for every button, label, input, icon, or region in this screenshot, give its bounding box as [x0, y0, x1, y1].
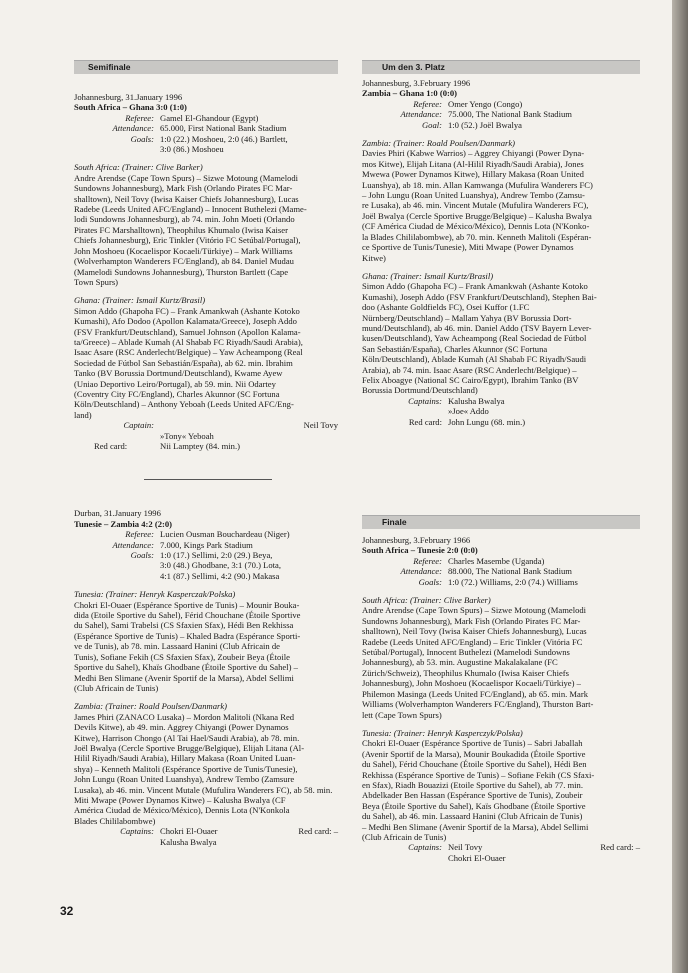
place-date: Johannesburg, 3.February 1996	[362, 78, 471, 88]
lineup-line: Simon Addo (Ghapoha FC) – Frank Amankwah (Ashante Kotoko	[362, 281, 588, 292]
lineup-line: Rekhissa (Espérance Sportive de Tunis) – Sofiane Fekih (CS Sfaxi-	[362, 769, 595, 780]
lineup-line: – John Lungu (Roan United Luanshya), Andrew Tembo (Zamsu-	[362, 190, 585, 201]
section-header-semifinale: Semifinale	[74, 60, 338, 74]
lineup-line: Isaac Asare (RSC Anderlecht/Belgique) – Yaw Acheampong (Real	[74, 347, 303, 358]
lineup-line: Borussia Dortmund/Deutschland)	[362, 385, 478, 396]
match-semifinal-2	[74, 508, 338, 847]
lineup-line: ve de Tunis), ab 78. min. Lassaard Hanini (Club Africain de	[74, 641, 280, 652]
lineup-line: América Ciudad de México/México), Dennis Lota (N'Konkola	[74, 805, 290, 816]
lineup-line: Sundowns Johannesburg), Mark Fish (Orlando Pirates FC Mar-	[362, 615, 581, 626]
lineup-line: Town Spurs)	[74, 276, 119, 287]
lineup-ghana	[74, 306, 338, 420]
referee-label: Referee:	[125, 529, 154, 540]
lineup-line: (Club Africain de Tunis)	[74, 682, 159, 693]
captains-label: Captains:	[408, 842, 442, 853]
attendance-label: Attendance:	[400, 566, 442, 577]
lineup-line: Simon Addo (Ghapoha FC) – Frank Amankwah (Ashante Kotoko	[74, 305, 300, 316]
match-final	[362, 535, 640, 863]
match-result: South Africa – Ghana 3:0 (1:0)	[74, 102, 187, 113]
page-number: 32	[60, 904, 74, 918]
lineup-line: kusen/Deutschland), Yaw Acheampong (Real Sociedad de Fútbol	[362, 333, 587, 344]
lineup-line: en Sfax), Riadh Bouazizi (Etoile Sportive du Sahel), ab 77. min.	[362, 779, 584, 790]
lineup-line: doo (Ashante Goldfields FC), Osei Kuffor (1.FC	[362, 302, 530, 313]
lineup-line: mund/Deutschland), ab 46. min. Daniel Addo (TSV Bayern Lever-	[362, 322, 592, 333]
lineup-line: lodi Sundowns Johannesburg), ab 74. min. John Moeti (Orlando	[74, 214, 295, 225]
lineup-tunesia	[362, 738, 640, 842]
lineup-line: du Sahel), ab 46. min. Lassaard Hanini (Club Africain de Tunis)	[362, 811, 583, 822]
lineup-line: ce Sportive de Tunis/Tunesie), Miti Mwape (Power Dynamos	[362, 242, 574, 253]
lineup-line: Joël Bwalya (Cercle Sportive Brugge/Belgique), Elijah Litana (Al-	[74, 742, 305, 753]
lineup-line: (Coventry City FC/England), Charles Akunnor (SC Fortuna	[74, 388, 280, 399]
lineup-line: Medhi Ben Slimane (Avenir Sportif de la Marsa), Abdel Sellimi	[74, 672, 294, 683]
lineup-line: Setúbal/Portugal), Innocent Buthelezi (Mamelodi Sundowns	[362, 647, 570, 658]
match-result: South Africa – Tunesie 2:0 (0:0)	[362, 545, 478, 556]
lineup-line: Sportive du Sahel), Khaïs Ghodbane (Étoile Sportive du Sahel) –	[74, 662, 298, 673]
lineup-line: Chokri El-Ouaer (Espérance Sportive de Tunis) – Sabri Jaballah	[362, 738, 583, 749]
lineup-line: du Sahel), Férid Chouchane (Étoile Sportive du Sahel), Hédi Ben	[362, 759, 587, 770]
lineup-line: Radebe (Leeds United AFC/England) – Eric Tinkler (Vitória FC	[362, 636, 583, 647]
goals-value: 1:0 (72.) Williams, 2:0 (74.) Williams	[448, 576, 578, 587]
lineup-line: (Avenir Sportif de la Marsa), Mounir Boukadida (Étoile Sportive	[362, 748, 586, 759]
lineup-line: Köln/Deutschland) – Anthony Yeboah (Leeds United AFC/Eng-	[74, 399, 294, 410]
referee-value: Lucien Ousman Bouchardeau (Niger)	[160, 529, 290, 540]
lineup-line: mos Kitwe), Elijah Litana (Al-Hilil Riyadh/Saudi Arabia), Jones	[362, 158, 584, 169]
team-heading-zambia: Zambia: (Trainer: Roald Poulsen/Danmark)	[74, 701, 228, 712]
lineup-line: Nürnberg/Deutschland) – Mallam Yahya (BV Borussia Dort-	[362, 312, 572, 323]
lineup-line: (Wolverhampton Wanderers FC/England), ab 84. Daniel Mudau	[74, 256, 294, 267]
attendance-label: Attendance:	[112, 539, 154, 550]
attendance-value: 75.000, The National Bank Stadium	[448, 109, 572, 120]
lineup-line: (FSV Frankfurt/Deutschland), Samuel Johnson (Apollon Kalama-	[74, 326, 301, 337]
lineup-south-africa	[362, 605, 640, 719]
lineup-line: Andre Arendse (Cape Town Spurs) – Sizwe Motoung (Mamelodi	[362, 605, 587, 616]
lineup-line: Chiefs Johannesburg), Eric Tinkler (Vitório FC Setúbal/Portugal),	[74, 235, 301, 246]
lineup-line: shya) – Kenneth Malitoli (Espérance Sportive de Tunis/Tunesie),	[74, 763, 298, 774]
lineup-line: land)	[74, 409, 92, 420]
attendance-value: 65.000, First National Bank Stadium	[160, 123, 287, 134]
captain-a: Neil Tovy	[303, 420, 338, 431]
lineup-zambia	[74, 712, 338, 826]
attendance-label: Attendance:	[400, 109, 442, 120]
captains-label: Captains:	[120, 826, 154, 837]
lineup-line: Devils Kitwe), ab 49. min. Aggrey Chiyangi (Power Dynamos	[74, 722, 289, 733]
lineup-zambia	[362, 148, 640, 262]
lineup-line: Andre Arendse (Cape Town Spurs) – Sizwe Motoung (Mamelodi	[74, 172, 299, 183]
referee-value: Omer Yengo (Congo)	[448, 98, 523, 109]
goals-value: 1:0 (22.) Moshoeu, 2:0 (46.) Bartlett,	[160, 133, 288, 144]
lineup-line: Williams (Wolverhampton Wanderers FC/England), Thurston Bart-	[362, 699, 594, 710]
lineup-line: Kumashi), Afo Dodoo (Apollon Kalamata/Greece), Joseph Addo	[74, 316, 297, 327]
lineup-line: Abdelkader Ben Hassan (Espérance Sportive de Tunis), Zoubeir	[362, 790, 583, 801]
lineup-line: – Medhi Ben Slimane (Avenir Sportif de la Marsa), Abdel Sellimi	[362, 821, 589, 832]
referee-value: Gamel El-Ghandour (Egypt)	[160, 112, 259, 123]
captain-b: »Joe« Addo	[448, 406, 489, 417]
team-heading-tunesia: Tunesia: (Trainer: Henryk Kasperczak/Polska)	[74, 589, 236, 600]
lineup-line: Tanko (BV Borussia Dortmund/Deutschland), Kwame Ayew	[74, 368, 283, 379]
lineup-line: la Blades Chililabombwe), ab 70. min. Kenneth Malitoli (Espéran-	[362, 231, 592, 242]
goals-value-cont: 4:1 (87.) Sellimi, 4:2 (90.) Makasa	[160, 570, 280, 581]
lineup-line: Philemon Masinga (Leeds United FC/England), ab 65. min. Mark	[362, 688, 589, 699]
lineup-line: Hilil Riyadh/Saudi Arabia), Hillary Makasa (Roan United Luan-	[74, 753, 296, 764]
lineup-line: Johannesburg), ab 53. min. Augustine Makalakalane (FC	[362, 657, 558, 668]
captain-b: Kalusha Bwalya	[160, 836, 217, 847]
attendance-label: Attendance:	[112, 123, 154, 134]
lineup-tunesia	[74, 600, 338, 694]
section-header-third-place: Um den 3. Platz	[362, 60, 640, 74]
lineup-line: Kitwe)	[362, 252, 386, 263]
lineup-line: Arabia), ab 74. min. Isaac Asare (RSC Anderlecht/Belgique) –	[362, 364, 577, 375]
lineup-line: James Phiri (ZANACO Lusaka) – Mordon Malitoli (Nkana Red	[74, 711, 295, 722]
lineup-line: Sundowns Johannesburg), Mark Fish (Orlando Pirates FC Mar-	[74, 183, 293, 194]
team-heading-ghana: Ghana: (Trainer: Ismail Kurtz/Brasil)	[362, 270, 494, 281]
attendance-value: 7.000, Kings Park Stadium	[160, 539, 253, 550]
captain-a: Neil Tovy	[448, 842, 483, 853]
goals-label: Goals:	[130, 550, 154, 561]
lineup-line: Mwewa (Power Dynamos Kitwe), Hillary Makasa (Roan United	[362, 169, 584, 180]
separator-line	[144, 479, 272, 480]
captain-b: »Tony« Yeboah	[160, 430, 214, 441]
lineup-line: Joël Bwalya (Cercle Sportive Brugge/Belgique) – Kalusha Bwalya	[362, 210, 592, 221]
lineup-line: shalltown), Neil Tovy (Iwisa Kaiser Chiefs Johannesburg), Lucas	[362, 626, 587, 637]
lineup-line: (Mamelodi Sundowns Johannesburg), Thurston Bartlett (Cape	[74, 266, 289, 277]
right-column	[362, 60, 640, 427]
lineup-line: (Uniao Deportivo Leiro/Portugal), ab 59. min. Nii Odartey	[74, 378, 276, 389]
goal-label: Goal:	[421, 119, 442, 130]
lineup-line: ta/Greece) – Ablade Kumah (Al Shabab FC Riyadh/Saudi Arabia),	[74, 336, 303, 347]
lineup-line: dida (Etoile Sportive du Sahel), Férid Chouchane (Étoile Sportive	[74, 610, 301, 621]
referee-label: Referee:	[413, 98, 442, 109]
lineup-line: Zürich/Schweiz), Theophilus Khumalo (Iwisa Kaiser Chiefs	[362, 667, 569, 678]
goals-value-cont: 3:0 (48.) Ghodbane, 3:1 (70.) Lota,	[160, 560, 282, 571]
lineup-line: San Sebastián/España), Charles Akunnor (SC Fortuna	[362, 343, 548, 354]
page-edge-shadow	[672, 0, 688, 973]
lineup-line: John Lungu (Roan United Luanshya), Andrew Tembo (Zamsure	[74, 774, 295, 785]
lineup-line: Beya (Étoile Sportive du Sahel), Kaïs Ghodbane (Étoile Sportive	[362, 800, 586, 811]
lineup-line: Felix Aboagye (National SC Cairo/Egypt), Ibrahim Tanko (BV	[362, 374, 579, 385]
referee-value: Charles Masembe (Uganda)	[448, 555, 545, 566]
captain-label: Captain:	[123, 420, 154, 431]
match-semifinal-1	[74, 92, 338, 451]
lineup-line: Lusaka), ab 46. min. Vincent Mutale (Mufulira Wanderers FC), ab 58. min.	[74, 784, 333, 795]
captain-b: Chokri El-Ouaer	[448, 852, 506, 863]
red-card-label: Red card: –	[600, 842, 640, 853]
red-card-label: Red card: –	[298, 826, 338, 837]
lineup-line: shalltown), Neil Tovy (Iwisa Kaiser Chiefs Johannesburg), Lucas	[74, 193, 299, 204]
place-date: Johannesburg, 31.January 1996	[74, 92, 183, 102]
red-card-label: Red card:	[408, 416, 442, 427]
left-column	[74, 60, 338, 847]
lineup-line: (CF América Ciudad de México/México), Dennis Lota (N'Konko-	[362, 221, 590, 232]
lineup-line: John Moshoeu (Kocaelispor Kocaeli/Türkiye) – Mark Williams	[74, 245, 293, 256]
section-header-finale: Finale	[362, 515, 640, 529]
lineup-line: lett (Cape Town Spurs)	[362, 709, 442, 720]
team-heading-tunesia: Tunesia: (Trainer: Henryk Kasperczyk/Polska)	[362, 727, 523, 738]
lineup-line: (Espérance Sportive de Tunis) – Khaled Badra (Espérance Sporti-	[74, 630, 301, 641]
team-heading-south-africa: South Africa: (Trainer: Clive Barker)	[74, 162, 203, 173]
lineup-line: Luanshya), ab 18. min. Allan Kamwanga (Mufulira Wanderers FC)	[362, 179, 593, 190]
goals-value: 1:0 (17.) Sellimi, 2:0 (29.) Beya,	[160, 550, 273, 561]
captain-a: Chokri El-Ouaer	[160, 826, 218, 837]
match-result: Tunesie – Zambia 4:2 (2:0)	[74, 518, 173, 529]
right-column-final	[362, 515, 640, 863]
captains-label: Captains:	[408, 395, 442, 406]
referee-label: Referee:	[125, 112, 154, 123]
lineup-line: Radebe (Leeds United AFC/England) – Innocent Buthelezi (Mame-	[74, 204, 307, 215]
attendance-value: 88.000, The National Bank Stadium	[448, 566, 572, 577]
goals-label: Goals:	[130, 133, 154, 144]
team-heading-ghana: Ghana: (Trainer: Ismail Kurtz/Brasil)	[74, 295, 206, 306]
lineup-line: Blades Chililabombwe)	[74, 815, 156, 826]
match-third-place	[362, 78, 640, 427]
lineup-line: Pirates FC Marshalltown), Theophilus Khumalo (Iwisa Kaiser	[74, 224, 288, 235]
lineup-line: Chokri El-Ouaer (Espérance Sportive de Tunis) – Mounir Bouka-	[74, 599, 300, 610]
lineup-line: (Club Africain de Tunis)	[362, 831, 447, 842]
lineup-line: Miti Mwape (Power Dynamos Kitwe) – Kalusha Bwalya (CF	[74, 794, 286, 805]
red-card-value: Nii Lamptey (84. min.)	[160, 441, 240, 451]
goals-label: Goals:	[418, 576, 442, 587]
captain-a: Kalusha Bwalya	[448, 395, 505, 406]
lineup-ghana	[362, 281, 640, 395]
lineup-line: re Lusaka), ab 46. min. Vincent Mutale (Mufulira Wanderers FC),	[362, 200, 589, 211]
lineup-line: Sociedad de Fútbol San Sebastián/España), ab 62. min. Ibrahim	[74, 357, 293, 368]
team-heading-zambia: Zambia: (Trainer: Roald Poulsen/Danmark)	[362, 138, 516, 149]
lineup-line: Johannesburg), John Moshoeu (Kocaelispor Kocaeli/Türkiye) –	[362, 678, 581, 689]
lineup-line: Kumashi), Joseph Addo (FSV Frankfurt/Deutschland), Stephen Bai-	[362, 291, 597, 302]
place-date: Johannesburg, 3.February 1966	[362, 535, 471, 545]
lineup-line: Kitwe), Harrison Chongo (Al Tai Hael/Saudi Arabia), ab 78. min.	[74, 732, 300, 743]
lineup-line: du Sahel), Sami Trabelsi (CS Sfaxien Sfax), Hédi Ben Rekhissa	[74, 620, 294, 631]
place-date: Durban, 31.January 1996	[74, 508, 161, 519]
lineup-south-africa	[74, 173, 338, 287]
match-result: Zambia – Ghana 1:0 (0:0)	[362, 88, 458, 99]
lineup-line: Davies Phiri (Kabwe Warrios) – Aggrey Chiyangi (Power Dyna-	[362, 148, 585, 159]
lineup-line: Köln/Deutschland), Ablade Kumah (Al Shabab FC Riyadh/Saudi	[362, 354, 587, 365]
team-heading-south-africa: South Africa: (Trainer: Clive Barker)	[362, 595, 491, 606]
red-card-label: Red card:	[94, 441, 128, 451]
goal-value: 1:0 (52.) Joël Bwalya	[448, 119, 522, 130]
referee-label: Referee:	[413, 555, 442, 566]
red-card-value: John Lungu (68. min.)	[448, 416, 526, 427]
goals-value-cont: 3:0 (86.) Moshoeu	[160, 144, 224, 155]
lineup-line: Tunis), Sofiane Fekih (CS Sfaxien Sfax), Zoubeir Beya (Étoile	[74, 651, 290, 662]
